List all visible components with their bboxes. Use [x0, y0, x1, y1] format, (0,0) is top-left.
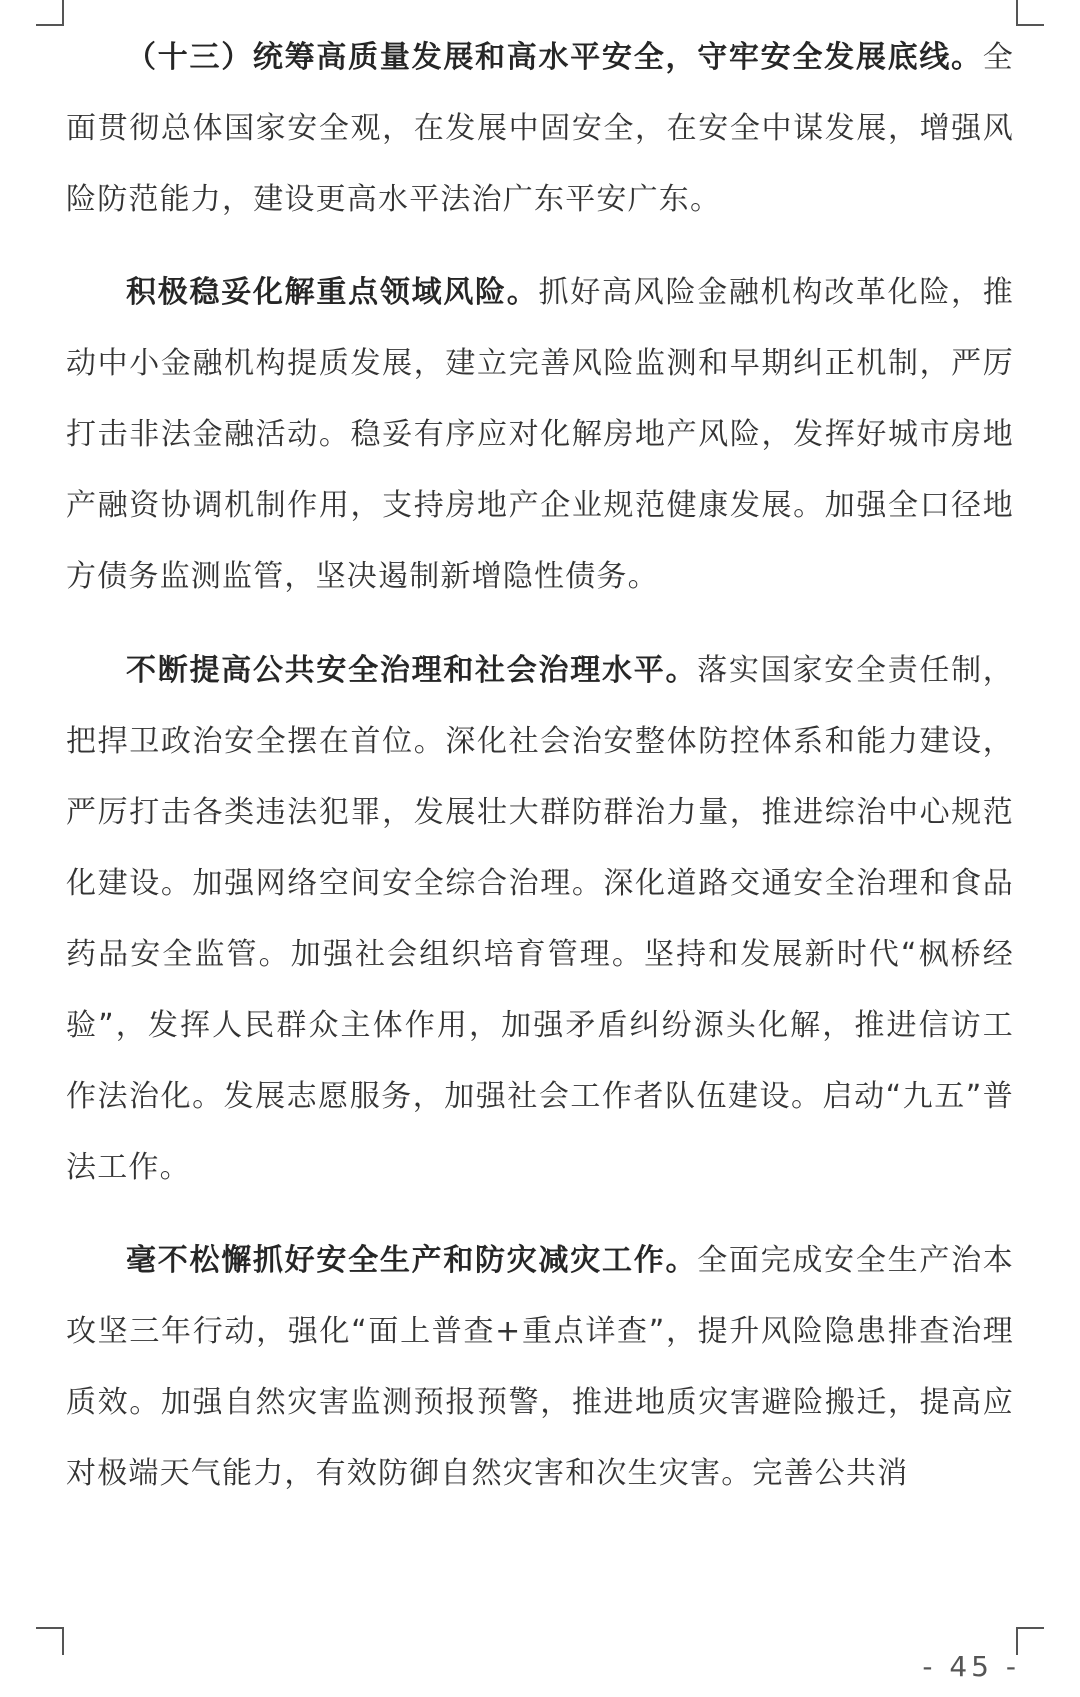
paragraph-public-security — [66, 635, 1014, 1203]
paragraph-security-bottom-line — [66, 22, 1014, 235]
paragraph-heading: 毫不松懈抓好安全生产和防灾减灾工作。 — [126, 1243, 698, 1278]
paragraph-financial-risk — [66, 257, 1014, 612]
paragraph-production-safety — [66, 1225, 1014, 1509]
crop-mark-top-right — [1016, 0, 1044, 26]
paragraph-text: 全面完成安全生产治本攻坚三年行动，强化“面上普查+重点详查”，提升风险隐患排查治理质效。加强自然灾害监测预报预警，推进地质灾害避险搬迁，提高应对极端天气能力，有效防御自然灾害和次生灾害。完善公共消 — [66, 1243, 1014, 1491]
paragraph-text: 抓好高风险金融机构改革化险，推动中小金融机构提质发展，建立完善风险监测和早期纠正机制，严厉打击非法金融活动。稳妥有序应对化解房地产风险，发挥好城市房地产融资协调机制作用，支持房地产企业规范健康发展。加强全口径地方债务监测监管，坚决遏制新增隐性债务。 — [66, 275, 1014, 594]
paragraph-heading: （十三）统筹高质量发展和高水平安全，守牢安全发展底线。 — [126, 40, 983, 75]
page-number: - 45 - — [922, 1650, 1020, 1683]
document-body — [66, 22, 1014, 1531]
paragraph-text: 落实国家安全责任制，把捍卫政治安全摆在首位。深化社会治安整体防控体系和能力建设，严厉打击各类违法犯罪，发展壮大群防群治力量，推进综治中心规范化建设。加强网络空间安全综合治理。深化道路交通安全治理和食品药品安全监管。加强社会组织培育管理。坚持和发展新时代“枫桥经验”，发挥人民群众主体作用，加强矛盾纠纷源头化解，推进信访工作法治化。发展志愿服务，加强社会工作者队伍建设。启动“九五”普法工作。 — [66, 653, 1014, 1185]
crop-mark-bottom-right — [1016, 1627, 1044, 1655]
crop-mark-bottom-left — [36, 1627, 64, 1655]
crop-mark-top-left — [36, 0, 64, 26]
paragraph-heading: 不断提高公共安全治理和社会治理水平。 — [126, 653, 698, 688]
paragraph-text: 全面贯彻总体国家安全观，在发展中固安全，在安全中谋发展，增强风险防范能力，建设更高水平法治广东平安广东。 — [66, 40, 1014, 217]
paragraph-heading: 积极稳妥化解重点领域风险。 — [126, 275, 539, 310]
